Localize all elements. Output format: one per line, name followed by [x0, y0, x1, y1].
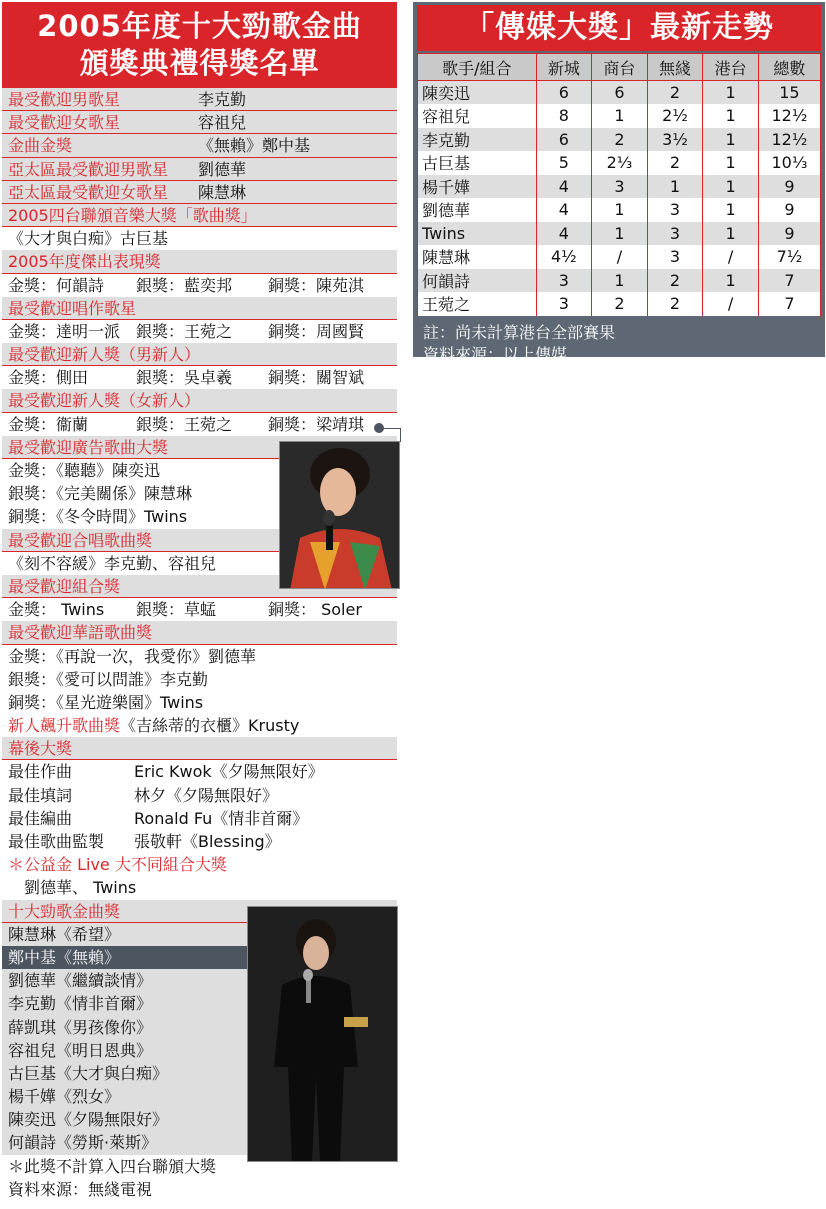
- bronze-award: 銅獎：梁靖琪: [268, 414, 365, 434]
- table-cell: 1: [703, 198, 759, 222]
- table-cell: 王菀之: [418, 292, 537, 316]
- table-cell: 6: [592, 81, 648, 105]
- award-row: [2, 274, 397, 297]
- table-cell: /: [703, 245, 759, 269]
- table-row: [418, 175, 821, 199]
- table-row: [418, 104, 821, 128]
- table-header-cell: 總數: [758, 54, 820, 81]
- award-row: [2, 807, 397, 830]
- award-category: 最佳作曲: [8, 762, 73, 782]
- gold-award: 金獎：何韻詩: [8, 275, 105, 295]
- table-cell: 12½: [758, 128, 820, 152]
- award-text: 2005四台聯頒音樂大獎「歌曲獎」: [8, 205, 257, 225]
- media-awards-panel: [413, 2, 825, 364]
- award-row: [2, 343, 397, 366]
- table-row: [418, 245, 821, 269]
- note-line: 註：尚未計算港台全部賽果: [423, 322, 616, 342]
- award-row: [2, 784, 397, 807]
- table-cell: 2: [592, 292, 648, 316]
- singer-photo-female: [279, 441, 400, 589]
- table-cell: 7: [758, 269, 820, 293]
- award-category: 最受歡迎女歌星: [8, 113, 121, 133]
- table-cell: 容祖兒: [418, 104, 537, 128]
- table-cell: 15: [758, 81, 820, 105]
- table-cell: 古巨基: [418, 151, 537, 175]
- table-cell: 3½: [647, 128, 703, 152]
- award-row: [2, 853, 397, 876]
- table-cell: 7: [758, 292, 820, 316]
- award-winner: 林夕《夕陽無限好》: [134, 785, 279, 805]
- table-cell: 10⅓: [758, 151, 820, 175]
- table-cell: 1: [703, 128, 759, 152]
- award-text: 最受歡迎唱作歌星: [8, 298, 137, 318]
- top-song: 陳慧琳《希望》: [8, 924, 121, 944]
- award-row: [2, 598, 397, 621]
- award-winner: 張敬軒《Blessing》: [134, 832, 281, 851]
- top-song: 古巨基《大才與白痴》: [8, 1063, 169, 1083]
- silver-award: 銀獎：藍奕邦: [136, 275, 233, 295]
- award-winner: Ronald Fu《情非首爾》: [134, 808, 309, 828]
- table-cell: 2: [592, 128, 648, 152]
- table-cell: 6: [536, 128, 592, 152]
- award-winner: 劉德華: [198, 159, 247, 179]
- table-cell: 1: [703, 104, 759, 128]
- singer-photo-male: [247, 906, 398, 1162]
- award-row: [2, 320, 397, 343]
- award-row: [2, 691, 397, 714]
- table-cell: 李克勤: [418, 128, 537, 152]
- awards-title: [2, 2, 397, 88]
- award-winner: Eric Kwok《夕陽無限好》: [134, 762, 324, 782]
- table-cell: 7½: [758, 245, 820, 269]
- table-cell: 1: [592, 198, 648, 222]
- source-line: 資料來源：以上傳媒: [423, 344, 568, 364]
- table-cell: 何韻詩: [418, 269, 537, 293]
- award-winner: 陳慧琳: [198, 182, 247, 202]
- table-cell: 1: [703, 222, 759, 246]
- award-row: [2, 668, 397, 691]
- table-cell: 楊千嬅: [418, 175, 537, 199]
- table-cell: 3: [647, 198, 703, 222]
- award-row: [2, 227, 397, 250]
- gold-award: 金獎：側田: [8, 368, 89, 388]
- top-song: 十大勁歌金曲獎: [8, 901, 121, 921]
- award-winner: 李克勤: [198, 90, 247, 109]
- top-song: 陳奕迅《夕陽無限好》: [8, 1110, 169, 1130]
- award-text: 2005年度傑出表現獎: [8, 252, 161, 272]
- table-row: [418, 128, 821, 152]
- table-cell: 4: [536, 222, 592, 246]
- awards-title-line1: 2005年度十大勁歌金曲: [37, 9, 362, 43]
- table-cell: 6: [536, 81, 592, 105]
- award-category: 亞太區最受歡迎女歌星: [8, 182, 169, 202]
- table-cell: 劉德華: [418, 198, 537, 222]
- table-cell: 陳奕迅: [418, 81, 537, 105]
- award-row: [2, 134, 397, 157]
- award-row: [2, 621, 397, 644]
- table-cell: 3: [592, 175, 648, 199]
- table-cell: 2: [647, 292, 703, 316]
- table-cell: 3: [647, 245, 703, 269]
- table-cell: 陳慧琳: [418, 245, 537, 269]
- award-category: 最佳編曲: [8, 808, 73, 828]
- table-header-row: [418, 54, 821, 81]
- table-cell: 12½: [758, 104, 820, 128]
- table-cell: 2: [647, 269, 703, 293]
- media-awards-table: [417, 53, 821, 316]
- award-text: 銅獎：《星光遊樂園》Twins: [8, 692, 204, 712]
- table-cell: 9: [758, 175, 820, 199]
- silver-award: 銀獎：草蜢: [136, 600, 217, 620]
- table-cell: 3: [647, 222, 703, 246]
- media-awards-notes: [417, 316, 821, 366]
- table-row: [418, 198, 821, 222]
- silver-award: 銀獎：吳卓羲: [136, 368, 233, 388]
- award-text: 金獎：《聽聽》陳奕迅: [8, 461, 161, 480]
- award-category: 最佳歌曲監製: [8, 832, 105, 851]
- table-row: [418, 222, 821, 246]
- table-cell: 1: [703, 269, 759, 293]
- table-cell: 1: [647, 175, 703, 199]
- table-header-cell: 新城: [536, 54, 592, 81]
- award-row: [2, 737, 397, 760]
- top-song: 李克勤《情非首爾》: [8, 994, 153, 1014]
- award-category: 金曲金獎: [8, 136, 73, 156]
- table-header-cell: 無綫: [647, 54, 703, 81]
- award-row: [2, 714, 397, 737]
- top-song: 楊千嬅《烈女》: [8, 1087, 121, 1107]
- award-row: [2, 413, 397, 436]
- table-cell: 4: [536, 198, 592, 222]
- award-note: ＊公益金 Live 大不同組合大獎: [8, 855, 227, 875]
- table-cell: 5: [536, 151, 592, 175]
- table-cell: 3: [536, 269, 592, 293]
- award-text: 最受歡迎華語歌曲獎: [8, 623, 153, 643]
- award-row: [2, 88, 397, 111]
- table-cell: 1: [703, 175, 759, 199]
- award-text: 金獎：《再說一次，我愛你》劉德華: [8, 646, 257, 666]
- award-category: 最受歡迎男歌星: [8, 90, 121, 109]
- table-cell: 1: [592, 222, 648, 246]
- award-row: [2, 297, 397, 320]
- award-text: 最受歡迎合唱歌曲獎: [8, 530, 153, 550]
- award-category: 新人飆升歌曲獎: [8, 716, 121, 736]
- table-header-cell: 商台: [592, 54, 648, 81]
- table-cell: /: [592, 245, 648, 269]
- table-row: [418, 292, 821, 316]
- top-song: 何韻詩《勞斯·萊斯》: [8, 1133, 158, 1153]
- award-text: 幕後大獎: [8, 739, 73, 759]
- table-cell: /: [703, 292, 759, 316]
- awards-title-line2: 頒獎典禮得獎名單: [79, 46, 320, 80]
- award-category: 亞太區最受歡迎男歌星: [8, 159, 169, 179]
- award-category: 最佳填詞: [8, 785, 73, 805]
- bronze-award: 銅獎： Soler: [268, 600, 362, 620]
- table-cell: 1: [592, 269, 648, 293]
- award-text: 銅獎：《冬令時間》Twins: [8, 507, 188, 527]
- award-text: 劉德華、 Twins: [8, 878, 137, 898]
- connector-dot-icon: [374, 423, 384, 433]
- top-song: 劉德華《繼續談情》: [8, 971, 153, 991]
- bronze-award: 銅獎：周國賢: [268, 321, 365, 341]
- gold-award: 金獎： Twins: [8, 600, 105, 620]
- silver-award: 銀獎：王菀之: [136, 321, 233, 341]
- table-header-cell: 港台: [703, 54, 759, 81]
- table-row: [418, 269, 821, 293]
- table-cell: 3: [536, 292, 592, 316]
- award-row: [2, 1178, 397, 1201]
- table-cell: 1: [703, 81, 759, 105]
- award-winner: 《無賴》鄭中基: [198, 136, 311, 156]
- table-row: [418, 81, 821, 105]
- table-cell: 2: [647, 81, 703, 105]
- silver-award: 銀獎：王菀之: [136, 414, 233, 434]
- award-row: [2, 645, 397, 668]
- award-text: 銀獎：《愛可以問誰》李克勤: [8, 669, 209, 689]
- gold-award: 金獎：達明一派: [8, 321, 121, 341]
- table-cell: 1: [592, 104, 648, 128]
- award-text: 《大才與白痴》古巨基: [8, 229, 169, 249]
- award-winner: 容祖兒: [198, 113, 247, 133]
- table-cell: 2: [647, 151, 703, 175]
- bronze-award: 銅獎：陳苑淇: [268, 275, 365, 295]
- award-text: 最受歡迎廣告歌曲大獎: [8, 437, 169, 457]
- award-row: [2, 250, 397, 273]
- award-text: ＊此獎不計算入四台聯頒大獎: [8, 1156, 217, 1176]
- table-cell: 4½: [536, 245, 592, 269]
- table-cell: 4: [536, 175, 592, 199]
- award-row: [2, 204, 397, 227]
- table-cell: 2½: [647, 104, 703, 128]
- top-song: 鄭中基《無賴》: [8, 947, 121, 967]
- award-row: [2, 760, 397, 783]
- table-cell: 9: [758, 198, 820, 222]
- table-cell: 1: [703, 151, 759, 175]
- award-row: [2, 830, 397, 853]
- award-row: [2, 181, 397, 204]
- table-cell: 2⅓: [592, 151, 648, 175]
- award-winner: 《吉絲蒂的衣櫃》Krusty: [120, 716, 300, 736]
- award-row: [2, 366, 397, 389]
- table-row: [418, 151, 821, 175]
- table-cell: 9: [758, 222, 820, 246]
- award-text: 《刻不容緩》李克勤、容祖兒: [8, 553, 217, 573]
- gold-award: 金獎：衞蘭: [8, 414, 89, 434]
- award-text: 銀獎：《完美關係》陳慧琳: [8, 484, 193, 504]
- award-row: [2, 389, 397, 412]
- award-row: [2, 876, 397, 899]
- table-cell: 8: [536, 104, 592, 128]
- top-song: 薛凱琪《男孩像你》: [8, 1017, 153, 1037]
- bronze-award: 銅獎：關智斌: [268, 368, 365, 388]
- award-text: 最受歡迎組合獎: [8, 576, 121, 596]
- table-header-cell: 歌手/組合: [418, 54, 537, 81]
- top-song: 容祖兒《明日恩典》: [8, 1040, 153, 1060]
- table-cell: Twins: [418, 222, 537, 246]
- award-text: 資料來源：無綫電視: [8, 1179, 153, 1199]
- media-awards-title: 「傳媒大獎」最新走勢: [417, 5, 821, 51]
- award-text: 最受歡迎新人獎（女新人）: [8, 391, 201, 411]
- award-row: [2, 111, 397, 134]
- award-row: [2, 158, 397, 181]
- award-text: 最受歡迎新人獎（男新人）: [8, 345, 201, 365]
